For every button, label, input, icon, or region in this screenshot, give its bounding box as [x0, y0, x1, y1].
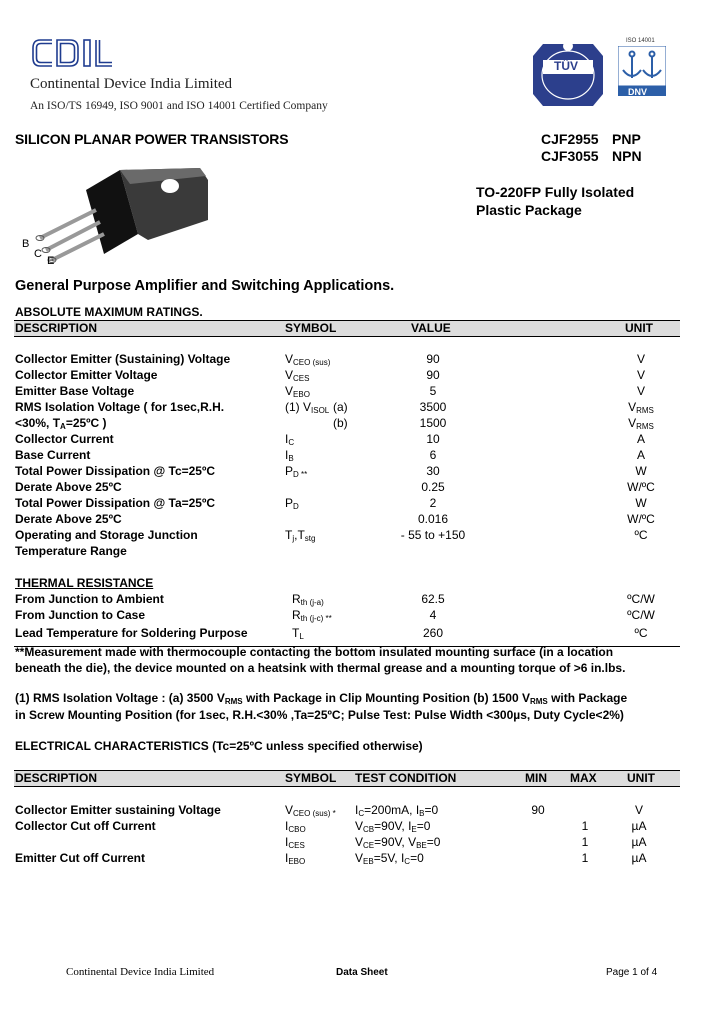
- row-value-text: 90: [426, 368, 440, 382]
- table-row: [15, 512, 680, 528]
- row-symbol: [285, 851, 305, 866]
- isolation-note-part-a: (1) RMS Isolation Voltage : (a) 3500 V: [15, 691, 225, 705]
- col-description: DESCRIPTION: [15, 321, 98, 335]
- row-symbol-text: T: [292, 626, 300, 640]
- row-symbol: [285, 352, 330, 367]
- row-description-text: Emitter Cut off Current: [15, 851, 145, 865]
- row-description: [15, 432, 114, 446]
- row-symbol-subscript: CES: [293, 374, 310, 383]
- row-description-text: Operating and Storage Junction: [15, 528, 198, 542]
- row-description-text: Total Power Dissipation @ Tc=25ºC: [15, 464, 216, 478]
- row-unit-text: µA: [631, 851, 647, 865]
- table-row: [15, 626, 680, 642]
- row-symbol-text: R: [292, 608, 301, 622]
- row-value-text: 6: [429, 448, 437, 462]
- row-test-condition: [355, 851, 424, 866]
- row-symbol: [292, 592, 324, 607]
- row-unit-text: W/ºC: [627, 512, 655, 526]
- row-value-text: 3500: [419, 400, 447, 414]
- row-value: [393, 352, 473, 366]
- row-test-condition-subscript: C: [404, 857, 411, 866]
- row-value: [393, 368, 473, 382]
- row-symbol-subscript: L: [299, 632, 304, 641]
- row-description: [15, 819, 156, 833]
- part-type-1: PNP: [612, 131, 641, 147]
- row-value-text: 1500: [419, 416, 447, 430]
- row-unit: [613, 352, 669, 366]
- row-value: [393, 592, 473, 606]
- row-description-text: <30%, T: [15, 416, 61, 430]
- row-symbol-text: V: [285, 368, 294, 382]
- row-description-text: Collector Cut off Current: [15, 819, 156, 833]
- row-value: [393, 416, 473, 430]
- row-value: [393, 432, 473, 446]
- col-symbol: SYMBOL: [285, 771, 337, 785]
- row-description-subscript: A: [60, 422, 66, 431]
- table-row: [15, 352, 680, 368]
- row-test-condition-subscript: BE: [416, 841, 427, 850]
- row-value: [393, 496, 473, 510]
- row-symbol: [285, 528, 315, 543]
- row-value: [393, 480, 473, 494]
- row-symbol-subscript: D: [293, 502, 299, 511]
- row-value: [393, 448, 473, 462]
- row-value-text: - 55 to +150: [400, 528, 466, 542]
- row-description: [15, 512, 122, 526]
- row-description-text: Collector Emitter Voltage: [15, 368, 158, 382]
- row-symbol-subscript: j: [292, 534, 295, 543]
- row-description-text: Emitter Base Voltage: [15, 384, 135, 398]
- row-value-text: 30: [426, 464, 440, 478]
- row-symbol-text: R: [292, 592, 301, 606]
- row-test-condition-subscript: B: [419, 809, 425, 818]
- tuv-label: TÜV: [554, 59, 578, 73]
- row-description: [15, 528, 198, 542]
- row-symbol: [285, 400, 329, 415]
- row-value-text: 5: [429, 384, 437, 398]
- row-unit-text: V: [636, 384, 645, 398]
- electrical-header: [14, 770, 680, 787]
- row-symbol: [285, 464, 307, 479]
- col-max: MAX: [570, 771, 597, 785]
- table-row: [15, 432, 680, 448]
- footer-company: Continental Device India Limited: [66, 966, 215, 978]
- col-symbol: SYMBOL: [285, 321, 337, 335]
- row-test-condition-text: =90V, V: [374, 835, 417, 849]
- col-test-condition: TEST CONDITION: [355, 771, 457, 785]
- row-description-text: Derate Above 25ºC: [15, 512, 122, 526]
- row-description: [15, 352, 230, 366]
- table-row: [15, 480, 680, 496]
- row-unit: [613, 496, 669, 510]
- row-symbol-text: ,T: [294, 528, 305, 542]
- row-unit: [613, 464, 669, 478]
- row-value: [393, 608, 473, 622]
- row-symbol-subscript: B: [288, 454, 294, 463]
- row-symbol-subscript: EBO: [288, 857, 306, 866]
- row-value: [393, 528, 473, 542]
- table-row: [15, 464, 680, 480]
- row-value: [393, 512, 473, 526]
- isolation-note-sub-a: RMS: [224, 697, 243, 706]
- isolation-note-line-2: in Screw Mounting Position (for 1sec, R.H.<30% ,Ta=25ºC; Pulse Test: Pulse Width <300µs, Duty Cycle<2%): [15, 708, 624, 722]
- row-description-text: RMS Isolation Voltage ( for 1sec,R.H.: [15, 400, 225, 414]
- row-unit-text: ºC/W: [627, 592, 655, 606]
- row-symbol-subscript: th (j-a): [300, 598, 324, 607]
- row-min: [520, 803, 556, 817]
- row-test-condition-text: V: [355, 851, 364, 865]
- table-row: [15, 803, 680, 819]
- table-row: [15, 448, 680, 464]
- dnv-label: DNV: [628, 87, 648, 97]
- row-symbol-subscript: CBO: [288, 825, 306, 834]
- row-description: [15, 803, 221, 817]
- row-symbol-text: I: [285, 819, 289, 833]
- isolation-note-part-c: with Package: [547, 691, 628, 705]
- row-description: [15, 496, 215, 510]
- row-unit: [613, 626, 669, 640]
- part-number-1: CJF2955: [541, 131, 599, 147]
- row-unit: [613, 400, 669, 415]
- row-description: [15, 448, 90, 462]
- row-min-text: 90: [531, 803, 545, 817]
- row-value-text: 0.25: [421, 480, 445, 494]
- isolation-note-line-1: [15, 691, 627, 706]
- row-unit-text: W: [635, 496, 647, 510]
- table-row: [15, 819, 680, 835]
- table-row: [15, 384, 680, 400]
- row-description-text: Derate Above 25ºC: [15, 480, 122, 494]
- pin-label-base: B: [22, 238, 30, 250]
- row-description-text: Temperature Range: [15, 544, 127, 558]
- row-value: [393, 384, 473, 398]
- row-description-text: From Junction to Case: [15, 608, 146, 622]
- abs-max-header: [14, 320, 680, 337]
- row-description: [15, 626, 248, 640]
- row-test-condition: [355, 803, 438, 818]
- row-description: [15, 384, 134, 398]
- row-test-condition-subscript: E: [411, 825, 417, 834]
- row-test-condition-subscript: EB: [363, 857, 374, 866]
- row-value-text: 90: [426, 352, 440, 366]
- row-description-text: Collector Emitter sustaining Voltage: [15, 803, 221, 817]
- application-heading: General Purpose Amplifier and Switching Applications.: [15, 278, 395, 294]
- row-symbol: [285, 819, 306, 834]
- row-test-condition-subscript: C: [358, 809, 365, 818]
- row-symbol: [285, 448, 294, 463]
- row-unit-subscript: RMS: [636, 406, 654, 415]
- row-max: [567, 851, 603, 865]
- row-unit-text: µA: [631, 819, 647, 833]
- col-description: DESCRIPTION: [15, 771, 98, 785]
- row-symbol-variant: [333, 416, 348, 430]
- row-symbol: [292, 626, 304, 641]
- row-test-condition-text: =0: [426, 835, 441, 849]
- row-test-condition-text: =0: [416, 819, 431, 833]
- table-row: [15, 368, 680, 384]
- row-description: [15, 480, 122, 494]
- table-row: [15, 496, 680, 512]
- col-unit: UNIT: [625, 321, 653, 335]
- row-symbol-text: V: [285, 384, 294, 398]
- row-unit: [619, 835, 659, 849]
- row-unit: [613, 416, 669, 431]
- row-symbol: [292, 608, 332, 623]
- row-symbol-text: I: [285, 448, 289, 462]
- row-unit: [619, 819, 659, 833]
- electrical-title: ELECTRICAL CHARACTERISTICS (Tc=25ºC unless specified otherwise): [15, 739, 423, 753]
- table-row: [15, 544, 680, 560]
- row-description-text: Total Power Dissipation @ Ta=25ºC: [15, 496, 216, 510]
- row-symbol-subscript: CEO (sus): [293, 358, 331, 367]
- row-unit: [613, 608, 669, 622]
- row-unit: [613, 384, 669, 398]
- table-row: [15, 528, 680, 544]
- row-symbol-subscript: C: [288, 438, 295, 447]
- row-test-condition-subscript: CB: [363, 825, 375, 834]
- isolation-note-part-b: with Package in Clip Mounting Position (b) 1500 V: [242, 691, 530, 705]
- tuv-seal-icon: [529, 40, 607, 110]
- package-illustration: [20, 160, 220, 270]
- row-unit-text: W/ºC: [627, 480, 655, 494]
- row-max: [567, 819, 603, 833]
- company-logo: [30, 34, 140, 74]
- row-test-condition-text: I: [355, 803, 359, 817]
- row-unit: [613, 448, 669, 462]
- row-description: [15, 416, 107, 431]
- iso-cert-label: ISO 14001: [626, 38, 655, 44]
- table-row: [15, 592, 680, 608]
- tuv-certification-badge: [529, 40, 607, 110]
- product-line-title: SILICON PLANAR POWER TRANSISTORS: [15, 131, 289, 147]
- row-symbol-text: V: [285, 352, 294, 366]
- isolation-note-sub-b: RMS: [529, 697, 548, 706]
- row-symbol-subscript: ISOL: [311, 406, 330, 415]
- row-unit-text: V: [636, 368, 645, 382]
- pin-label-emitter: E: [47, 255, 55, 267]
- row-test-condition-text: V: [355, 819, 364, 833]
- row-symbol-variant-text: (a): [333, 400, 348, 414]
- row-symbol-subscript: stg: [304, 534, 316, 543]
- row-symbol-text: T: [285, 528, 293, 542]
- row-symbol: [285, 835, 305, 850]
- row-value-text: 260: [422, 626, 444, 640]
- company-name: Continental Device India Limited: [30, 76, 233, 92]
- row-description: [15, 608, 145, 622]
- row-unit: [613, 528, 669, 542]
- table-row: [15, 416, 680, 432]
- row-description-text: Collector Current: [15, 432, 114, 446]
- row-symbol: [285, 432, 294, 447]
- row-unit: [613, 432, 669, 446]
- row-description: [15, 544, 127, 558]
- row-description-text: =25ºC ): [65, 416, 107, 430]
- row-unit: [613, 368, 669, 382]
- row-symbol-subscript: CES: [288, 841, 305, 850]
- row-value-text: 10: [426, 432, 440, 446]
- row-test-condition: [355, 819, 430, 834]
- thermal-note-line-1: **Measurement made with thermocouple contacting the bottom insulated mounting surface (in a location: [15, 645, 614, 659]
- abs-max-title: ABSOLUTE MAXIMUM RATINGS.: [15, 305, 203, 319]
- row-unit-subscript: RMS: [636, 422, 654, 431]
- part-type-2: NPN: [612, 148, 642, 164]
- row-symbol-text: P: [285, 496, 294, 510]
- row-symbol-subscript: th (j-c) **: [300, 614, 332, 623]
- row-unit-text: µA: [631, 835, 647, 849]
- table-row: [15, 835, 680, 851]
- row-symbol-text: (1) V: [285, 400, 312, 414]
- row-max-text: 1: [581, 819, 589, 833]
- row-symbol-text: P: [285, 464, 294, 478]
- row-max-text: 1: [581, 835, 589, 849]
- row-description: [15, 592, 164, 606]
- row-symbol-subscript: CEO (sus) *: [293, 809, 336, 818]
- row-symbol-text: I: [285, 835, 289, 849]
- row-value: [393, 626, 473, 640]
- part-number-2: CJF3055: [541, 148, 599, 164]
- row-symbol: [285, 368, 309, 383]
- table-row: [15, 400, 680, 416]
- row-unit: [619, 851, 659, 865]
- package-line-2: Plastic Package: [476, 202, 582, 218]
- row-description-text: Base Current: [15, 448, 91, 462]
- row-symbol-variant-text: (b): [333, 416, 348, 430]
- row-unit: [613, 480, 669, 494]
- row-unit-text: W: [635, 464, 647, 478]
- row-symbol-subscript: EBO: [293, 390, 310, 399]
- table-row: [15, 608, 680, 624]
- row-test-condition-text: =90V, I: [374, 819, 412, 833]
- table-row: [15, 851, 680, 867]
- row-description: [15, 400, 224, 414]
- row-value: [393, 464, 473, 478]
- company-tagline: An ISO/TS 16949, ISO 9001 and ISO 14001 Certified Company: [30, 100, 328, 112]
- footer-page-number: Page 1 of 4: [606, 967, 658, 978]
- row-value-text: 2: [429, 496, 437, 510]
- row-description: [15, 851, 145, 865]
- row-unit-text: A: [636, 432, 645, 446]
- row-value-text: 0.016: [417, 512, 449, 526]
- row-test-condition: [355, 835, 440, 850]
- row-unit-text: A: [636, 448, 645, 462]
- row-symbol-text: I: [285, 432, 289, 446]
- thermal-title: THERMAL RESISTANCE: [15, 576, 154, 590]
- row-description: [15, 464, 215, 478]
- dnv-certification-badge: [618, 38, 666, 108]
- row-test-condition-text: =0: [424, 803, 439, 817]
- package-line-1: TO-220FP Fully Isolated: [476, 184, 635, 200]
- row-unit: [613, 592, 669, 606]
- row-test-condition-subscript: CE: [363, 841, 375, 850]
- row-symbol: [285, 803, 336, 818]
- row-value: [393, 400, 473, 414]
- footer-doc-type: Data Sheet: [336, 967, 388, 978]
- row-test-condition-text: V: [355, 835, 364, 849]
- row-unit: [613, 512, 669, 526]
- col-value: VALUE: [411, 321, 451, 335]
- row-unit: [619, 803, 659, 817]
- row-unit-text: V: [634, 803, 643, 817]
- row-symbol: [285, 496, 299, 511]
- row-description-text: Lead Temperature for Soldering Purpose: [15, 626, 248, 640]
- row-unit-text: ºC/W: [627, 608, 655, 622]
- col-unit: UNIT: [627, 771, 655, 785]
- row-value-text: 4: [429, 608, 437, 622]
- row-unit-text: ºC: [634, 626, 648, 640]
- row-max-text: 1: [581, 851, 589, 865]
- row-unit-text: V: [636, 352, 645, 366]
- row-symbol-subscript: D **: [293, 470, 308, 479]
- row-max: [567, 835, 603, 849]
- pin-label-collector: C: [34, 248, 42, 260]
- cdil-logo-graphic: [30, 34, 140, 74]
- row-symbol-text: V: [285, 803, 294, 817]
- row-description-text: From Junction to Ambient: [15, 592, 164, 606]
- row-unit-text: V: [628, 416, 637, 430]
- col-min: MIN: [525, 771, 547, 785]
- row-description: [15, 368, 157, 382]
- row-test-condition-text: =0: [410, 851, 424, 865]
- thermal-note-line-2: beneath the die), the device mounted on a heatsink with thermal grease and a mounting torque of >6 in.lbs.: [15, 661, 626, 675]
- to220fp-package-icon: [20, 160, 220, 270]
- row-description-text: Collector Emitter (Sustaining) Voltage: [15, 352, 231, 366]
- row-unit-text: V: [628, 400, 637, 414]
- row-test-condition-text: =200mA, I: [364, 803, 420, 817]
- row-symbol: [285, 384, 310, 399]
- row-test-condition-text: =5V, I: [373, 851, 405, 865]
- row-symbol-text: I: [285, 851, 289, 865]
- row-symbol-variant: [333, 400, 348, 414]
- row-value-text: 62.5: [421, 592, 445, 606]
- row-unit-text: ºC: [634, 528, 648, 542]
